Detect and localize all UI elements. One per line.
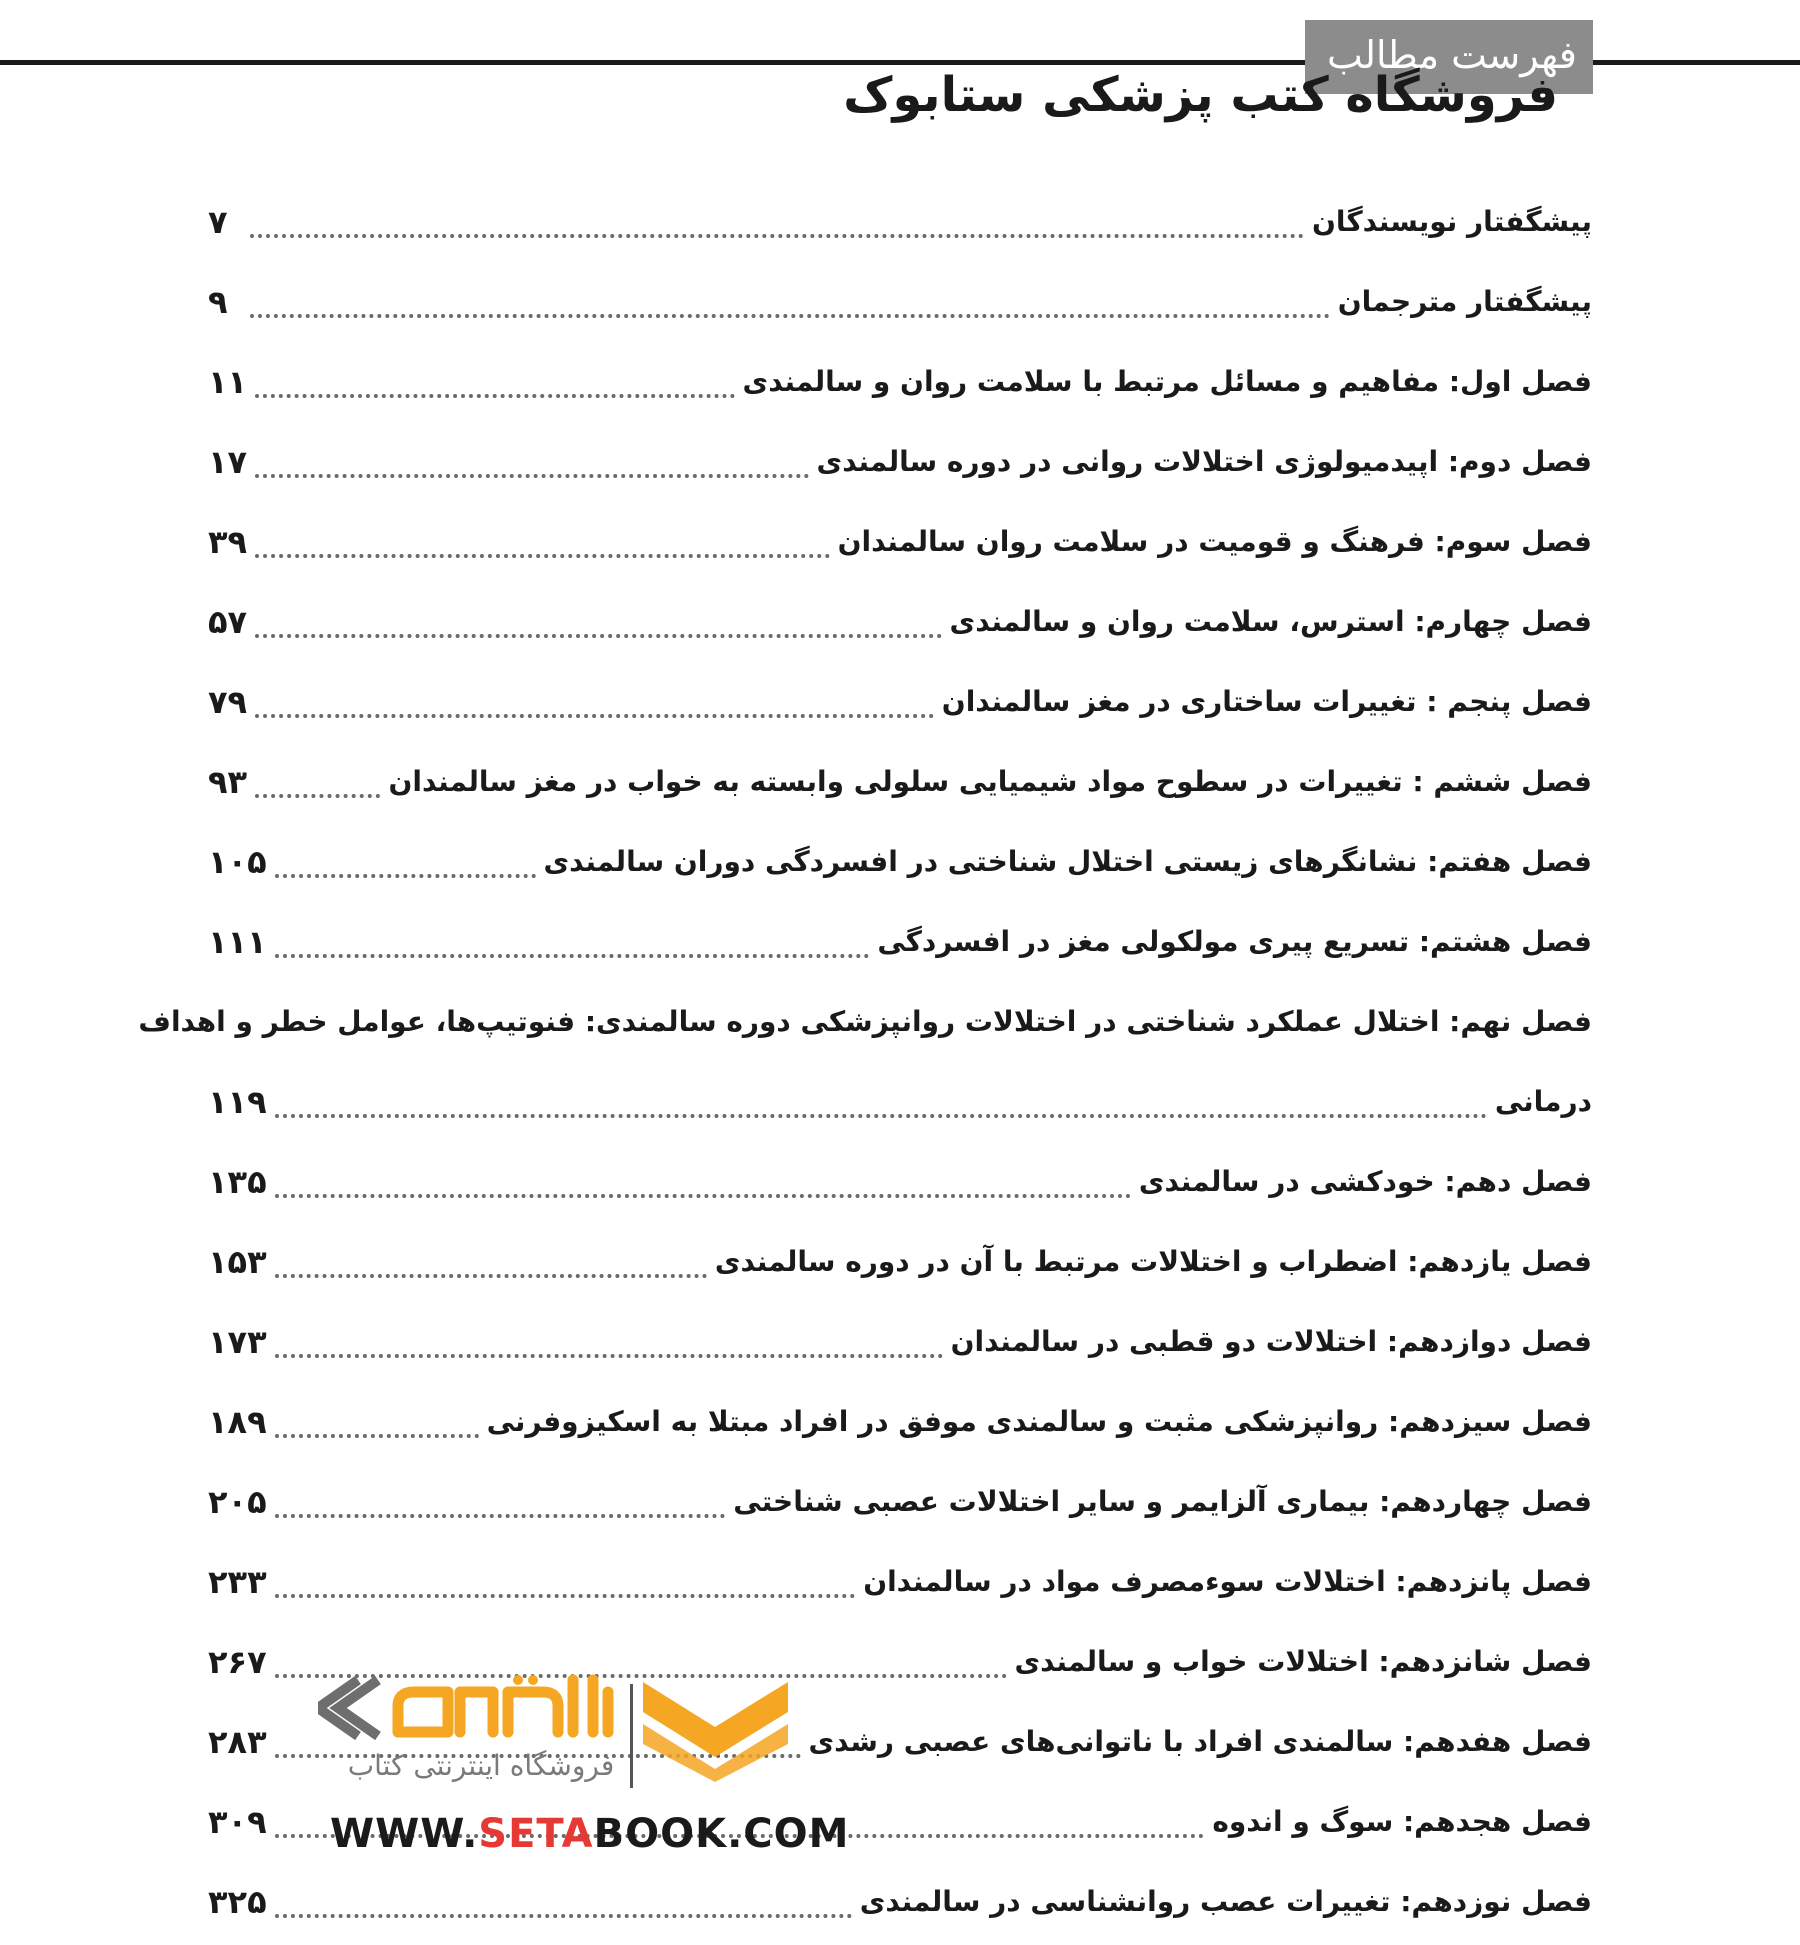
toc-title: فصل ششم : تغییرات در سطوح مواد شیمیایی سلولی وابسته به خواب در مغز سالمندان [388,765,1592,798]
dot-leader [275,1914,852,1918]
toc-title-line2: درمانی [1494,1085,1592,1118]
toc-title: فصل دوم: اپیدمیولوژی اختلالات روانی در دوره سالمندی [816,445,1592,478]
dot-leader [255,474,808,478]
toc-title: فصل سیزدهم: روانپزشکی مثبت و سالمندی موفق در افراد مبتلا به اسکیزوفرنی [486,1405,1592,1438]
toc-title: پیشگفتار نویسندگان [1311,205,1592,238]
toc-title: فصل پانزدهم: اختلالات سوءمصرف مواد در سالمندان [863,1565,1592,1598]
toc-row[interactable] [208,752,1592,812]
toc-title: فصل سوم: فرهنگ و قومیت در سلامت روان سالمندان [837,525,1592,558]
toc-title: فصل شانزدهم: اختلالات خواب و سالمندی [1014,1645,1592,1678]
dot-leader [275,1354,943,1358]
dot-leader [275,1194,1131,1198]
toc-row[interactable] [208,1392,1592,1452]
toc-title: فصل نوزدهم: تغییرات عصب روانشناسی در سالمندی [859,1885,1592,1918]
toc-page-number: ۹ [208,283,228,321]
dot-leader [275,1434,479,1438]
logo-subtitle: فروشگاه اینترنتی کتاب [347,1749,615,1782]
toc-title: فصل هشتم: تسریع پیری مولکولی مغز در افسردگی [877,925,1592,958]
url-suffix: BOOK.COM [593,1811,850,1857]
setabook-watermark-logo [318,1672,850,1872]
toc-row-wrapped-line[interactable] [138,992,1592,1052]
dot-leader [275,1114,1487,1118]
toc-page-number: ۵۷ [208,603,248,641]
site-url [330,1804,849,1864]
toc-page-number: ۳۹ [208,523,248,561]
toc-page-number: ۷ [208,203,228,241]
toc-row[interactable] [208,1232,1592,1292]
toc-page-number: ۱۱۹ [208,1083,267,1121]
toc-title-line1: فصل نهم: اختلال عملکرد شناختی در اختلالات روانپزشکی دوره سالمندی: فنوتیپ‌ها، عوامل خطر و اهداف [138,1005,1592,1038]
toc-page-number: ۱۳۵ [208,1163,267,1201]
toc-page-number: ۹۳ [208,763,248,801]
toc-page-number: ۷۹ [208,683,248,721]
toc-row[interactable] [208,1552,1592,1612]
toc-row[interactable] [208,672,1592,732]
dot-leader [275,1594,856,1598]
toc-page-number: ۱۱۱ [208,923,267,961]
toc-row[interactable] [208,1872,1592,1932]
toc-title: فصل دوازدهم: اختلالات دو قطبی در سالمندان [950,1325,1592,1358]
dot-leader [275,954,870,958]
toc-page-number: ۲۶۷ [208,1643,267,1681]
toc-row[interactable] [208,432,1592,492]
toc-title: فصل هفدهم: سالمندی افراد با ناتوانی‌های عصبی رشدی [808,1725,1592,1758]
toc-row[interactable] [208,272,1592,332]
toc-row[interactable] [208,912,1592,972]
toc-row[interactable] [208,192,1592,252]
toc-page-number: ۲۰۵ [208,1483,267,1521]
toc-row[interactable] [208,1152,1592,1212]
toc-page-number: ۲۳۳ [208,1563,267,1601]
toc-row[interactable] [208,1472,1592,1532]
dot-leader [250,234,1304,238]
toc-row[interactable] [208,512,1592,572]
toc-title: فصل پنجم : تغییرات ساختاری در مغز سالمندان [941,685,1592,718]
dot-leader [275,1274,707,1278]
toc-title: پیشگفتار مترجمان [1337,285,1592,318]
toc-page-number: ۳۰۹ [208,1803,267,1841]
dot-leader [255,394,734,398]
toc-title: فصل دهم: خودکشی در سالمندی [1138,1165,1592,1198]
url-highlight: SETA [478,1811,594,1857]
toc-page-number: ۲۸۳ [208,1723,267,1761]
brand-wordmark [318,1672,618,1744]
toc-page-number: ۳۲۵ [208,1883,267,1921]
toc-page-number: ۱۱ [208,363,248,401]
url-prefix: WWW. [330,1811,479,1857]
toc-page-number: ۱۷ [208,443,248,481]
section-tab: فهرست مطالب [1305,20,1593,94]
logo-divider [630,1684,633,1788]
toc-row[interactable] [208,352,1592,412]
toc-row[interactable] [208,1072,1592,1132]
toc-page-number: ۱۷۳ [208,1323,267,1361]
toc-title: فصل چهاردهم: بیماری آلزایمر و سایر اختلالات عصبی شناختی [733,1485,1592,1518]
shop-title: فروشگاه کتب پزشکی ستابوک [843,67,1558,123]
toc-title: فصل هفتم: نشانگرهای زیستی اختلال شناختی در افسردگی دوران سالمندی [543,845,1592,878]
toc-row[interactable] [208,592,1592,652]
chevron-logo-icon [643,1672,788,1782]
toc-page-number: ۱۸۹ [208,1403,267,1441]
toc-row[interactable] [208,1312,1592,1372]
toc-page-number: ۱۵۳ [208,1243,267,1281]
dot-leader [275,1514,726,1518]
toc-page-number: ۱۰۵ [208,843,267,881]
toc-title: فصل چهارم: استرس، سلامت روان و سالمندی [949,605,1592,638]
toc-row[interactable] [208,832,1592,892]
toc-title: فصل هجدهم: سوگ و اندوه [1212,1805,1592,1838]
dot-leader [250,314,1330,318]
toc-title: فصل اول: مفاهیم و مسائل مرتبط با سلامت روان و سالمندی [742,365,1592,398]
dot-leader [255,554,830,558]
toc-title: فصل یازدهم: اضطراب و اختلالات مرتبط با آن در دوره سالمندی [714,1245,1592,1278]
dot-leader [255,634,941,638]
dot-leader [255,714,934,718]
dot-leader [275,874,536,878]
dot-leader [255,794,380,798]
